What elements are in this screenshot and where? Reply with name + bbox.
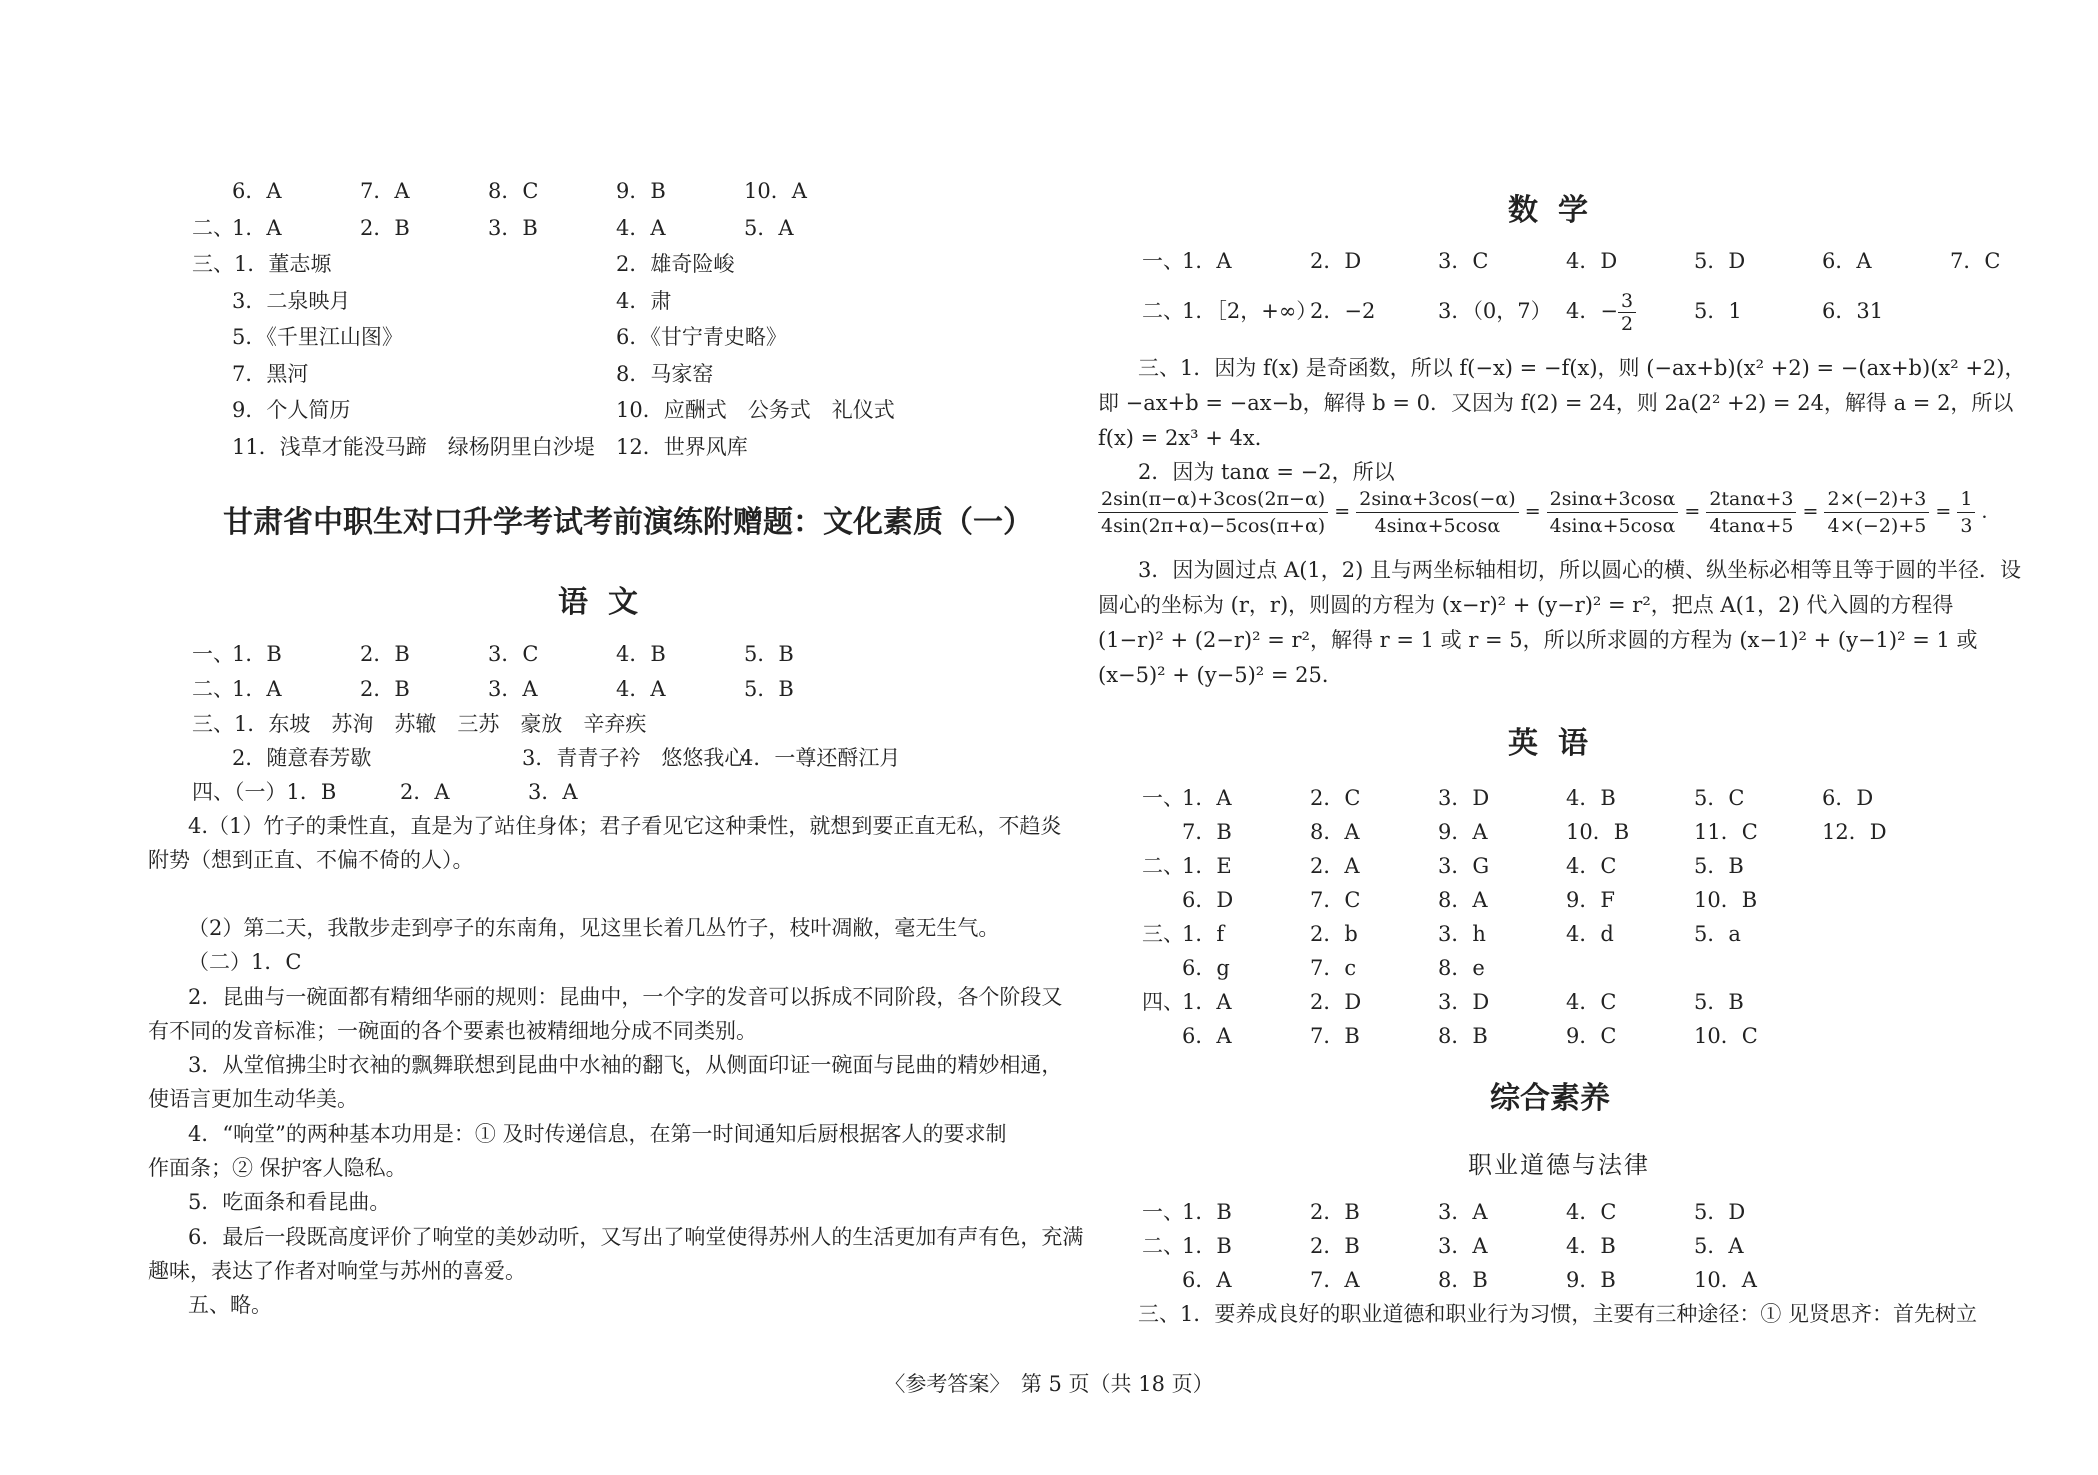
section3-item: 9．个人简历 <box>232 398 351 422</box>
comprehensive-heading: 综合素养 <box>1490 1081 1610 1116</box>
frac-6 <box>1957 486 1975 539</box>
ethics-law-heading: 职业道德与法律 <box>1468 1151 1650 1179</box>
answer-cell: 5．B <box>744 677 794 701</box>
section-prefix: 一、 <box>192 642 234 666</box>
section3-item: 12．世界风库 <box>616 435 748 459</box>
section-prefix: 二、 <box>1142 854 1184 878</box>
answer-cell: 4．C <box>1566 854 1617 878</box>
eq-4: = <box>1802 500 1819 523</box>
english-heading: 英语 <box>1508 726 1608 761</box>
frac-2 <box>1356 486 1518 539</box>
answer-cell: 2．D <box>1310 249 1362 273</box>
answer-cell: 8．B <box>1438 1268 1488 1292</box>
math-p1-line1: 三、1．因为 f(x) 是奇函数，所以 f(−x) = −f(x)，则 (−ax+b)(x² +2) = −(ax+b)(x² +2)， <box>1138 356 2026 380</box>
frac-6-den: 3 <box>1960 515 1973 537</box>
answer-cell: 2．B <box>360 677 410 701</box>
answer-cell: 3．C <box>488 642 539 666</box>
answer-cell: 1．A <box>1182 990 1232 1014</box>
eq-1: = <box>1334 500 1351 523</box>
answer-cell: 2．C <box>1310 786 1361 810</box>
answer-cell: 8．A <box>1310 820 1360 844</box>
eq-3: = <box>1684 500 1701 523</box>
answer-cell: 7．C <box>1310 888 1361 912</box>
eq-2: = <box>1524 500 1541 523</box>
answer-cell: 1．A <box>1182 249 1232 273</box>
answer-cell: 4．B <box>1566 786 1616 810</box>
paragraph-line: 2．昆曲与一碗面都有精细华丽的规则：昆曲中，一个字的发音可以拆成不同阶段，各个阶段又 <box>188 985 1063 1009</box>
a4-num: 3 <box>1618 290 1636 313</box>
answer-cell: 10．B <box>1566 820 1630 844</box>
answer-cell: 9．F <box>1566 888 1615 912</box>
answer-cell: 2．B <box>360 642 410 666</box>
section3-line2b: 3．青青子衿 悠悠我心 <box>522 746 746 770</box>
answer-cell: 9．A <box>1438 820 1488 844</box>
answer-cell: 3．A <box>1438 1200 1488 1224</box>
answer-cell: 2．b <box>1310 922 1358 946</box>
section3-item: 5．《千里江山图》 <box>232 325 403 349</box>
paragraph-line: 作面条；② 保护客人隐私。 <box>148 1156 407 1180</box>
answer-cell: 5．B <box>1694 990 1744 1014</box>
answer-cell: 3．h <box>1438 922 1486 946</box>
paragraph-line: 4.（1）竹子的秉性直，直是为了站住身体；君子看见它这种秉性，就想到要正直无私，不趋炎 <box>188 814 1062 838</box>
answer-cell: 2．B <box>1310 1200 1360 1224</box>
answer-cell: 5．A <box>1694 1234 1744 1258</box>
section4-item: 2．A <box>400 780 450 804</box>
frac-5 <box>1824 486 1929 539</box>
answer-cell: 9．B <box>1566 1268 1616 1292</box>
frac-1-den: 4sin(2π+α)−5cos(π+α) <box>1101 515 1326 537</box>
frac-5-num: 2×(−2)+3 <box>1824 486 1929 513</box>
paragraph-line: 附势（想到正直、不偏不倚的人）。 <box>148 848 474 872</box>
answer-cell: 6．A <box>1182 1024 1232 1048</box>
a4-fraction <box>1618 290 1636 335</box>
frac-3 <box>1547 486 1679 539</box>
answer-cell: 5．D <box>1694 249 1746 273</box>
section3-line2a: 2．随意春芳歇 <box>232 746 372 770</box>
answer-cell: 1．B <box>232 642 282 666</box>
answer-cell: 8．B <box>1438 1024 1488 1048</box>
answer-cell: 8．C <box>488 179 539 203</box>
math-heading: 数学 <box>1508 193 1608 228</box>
section-prefix: 一、 <box>1142 1200 1184 1224</box>
paragraph-line: （2）第二天，我散步走到亭子的东南角，见这里长着几丛竹子，枝叶凋敝，毫无生气。 <box>188 916 1000 940</box>
math-row2-a4 <box>1566 283 1636 339</box>
frac-2-den: 4sinα+5cosα <box>1374 515 1501 537</box>
answer-cell: 4．d <box>1566 922 1614 946</box>
answer-cell: 3．D <box>1438 786 1490 810</box>
answer-cell: 2．B <box>360 216 410 240</box>
answer-cell: 4．A <box>616 216 666 240</box>
math-row2-a3: 3．（0，7） <box>1438 299 1552 323</box>
answer-cell: 10．A <box>1694 1268 1757 1292</box>
answer-cell: 1．A <box>232 216 282 240</box>
answer-cell: 1．A <box>232 677 282 701</box>
answer-cell: 6．A <box>1182 1268 1232 1292</box>
answer-cell: 5．B <box>744 642 794 666</box>
frac-3-den: 4sinα+5cosα <box>1549 515 1676 537</box>
math-row2-a1: 1．［2，+∞） <box>1182 299 1318 323</box>
section-prefix: 一、 <box>1142 249 1184 273</box>
answer-cell: 3．A <box>488 677 538 701</box>
answer-cell: 7．A <box>1310 1268 1360 1292</box>
answer-cell: 10．B <box>1694 888 1758 912</box>
answer-cell: 6．A <box>1822 249 1872 273</box>
answer-cell: 11．C <box>1694 820 1758 844</box>
section3-item: 10．应酬式 公务式 礼仪式 <box>616 398 895 422</box>
answer-cell: 4．A <box>616 677 666 701</box>
section4-item: 3．A <box>528 780 578 804</box>
page-footer: 〈参考答案〉 第 5 页（共 18 页） <box>884 1372 1214 1396</box>
answer-cell: 1．B <box>1182 1200 1232 1224</box>
answer-cell: 9．C <box>1566 1024 1617 1048</box>
answer-cell: 2．D <box>1310 990 1362 1014</box>
frac-3-num: 2sinα+3cosα <box>1547 486 1679 513</box>
answer-cell: 7．C <box>1950 249 2001 273</box>
ethics-paragraph: 三、1．要养成良好的职业道德和职业行为习惯，主要有三种途径：① 见贤思齐：首先树立 <box>1138 1302 1978 1326</box>
math-p1-line2: 即 −ax+b = −ax−b，解得 b = 0．又因为 f(2) = 24，则 2a(2² +2) = 24，解得 a = 2，所以 <box>1098 391 2014 415</box>
answer-cell: 9．B <box>616 179 666 203</box>
paragraph-line: 使语言更加生动华美。 <box>148 1087 358 1111</box>
frac-2-num: 2sinα+3cos(−α) <box>1356 486 1518 513</box>
answer-cell: 3．A <box>1438 1234 1488 1258</box>
a4-prefix: 4．− <box>1566 299 1618 323</box>
section-prefix: 一、 <box>1142 786 1184 810</box>
paragraph-line: 4．“响堂”的两种基本功用是：① 及时传递信息，在第一时间通知后厨根据客人的要求制 <box>188 1122 1007 1146</box>
section3-item: 3．二泉映月 <box>232 289 351 313</box>
section3-line1: 三、1．东坡 苏洵 苏辙 三苏 豪放 辛弃疾 <box>192 712 647 736</box>
answer-cell: 6．A <box>232 179 282 203</box>
answer-cell: 3．D <box>1438 990 1490 1014</box>
answer-cell: 1．A <box>1182 786 1232 810</box>
paragraph-line: 有不同的发音标准；一碗面的各个要素也被精细地分成不同类别。 <box>148 1019 757 1043</box>
paragraph-line: （二）1．C <box>188 950 302 974</box>
frac-4-den: 4tanα+5 <box>1709 515 1794 537</box>
math-row2-a6: 6．31 <box>1822 299 1884 323</box>
answer-cell: 2．B <box>1310 1234 1360 1258</box>
section3-item: 8．马家窑 <box>616 362 714 386</box>
section-prefix: 二、 <box>192 677 234 701</box>
math-p3-line1: 3．因为圆过点 A(1，2) 且与两坐标轴相切，所以圆心的横、纵坐标必相等且等于圆的半径．设 <box>1138 558 2021 582</box>
section3-line2c: 4．一尊还酹江月 <box>740 746 901 770</box>
paragraph-line: 3．从堂倌拂尘时衣袖的飘舞联想到昆曲中水袖的翻飞，从侧面印证一碗面与昆曲的精妙相通， <box>188 1053 1063 1077</box>
answer-cell: 8．A <box>1438 888 1488 912</box>
answer-cell: 8．e <box>1438 956 1485 980</box>
answer-cell: 6．D <box>1182 888 1234 912</box>
math-p1-line3: f(x) = 2x³ + 4x． <box>1098 426 1276 450</box>
section4-item: 四、（一）1．B <box>192 780 337 804</box>
paragraph-line: 趣味，表达了作者对响堂与苏州的喜爱。 <box>148 1259 526 1283</box>
answer-cell: 4．C <box>1566 990 1617 1014</box>
main-title: 甘肃省中职生对口升学考试考前演练附赠题：文化素质（一） <box>223 505 1033 540</box>
math-p2-equation <box>1098 486 2001 539</box>
frac-4-num: 2tanα+3 <box>1706 486 1796 513</box>
section-prefix: 二、 <box>192 216 234 240</box>
frac-6-num: 1 <box>1957 486 1975 513</box>
answer-cell: 4．B <box>616 642 666 666</box>
math-p2-line1: 2．因为 tanα = −2，所以 <box>1138 460 1395 484</box>
answer-cell: 1．B <box>1182 1234 1232 1258</box>
section-prefix: 二、 <box>1142 1234 1184 1258</box>
frac-4 <box>1706 486 1796 539</box>
answer-cell: 5．B <box>1694 854 1744 878</box>
answer-cell: 4．C <box>1566 1200 1617 1224</box>
answer-cell: 5．a <box>1694 922 1741 946</box>
section3-item: 6．《甘宁青史略》 <box>616 325 787 349</box>
math-p3-line2: 圆心的坐标为 (r，r)，则圆的方程为 (x−r)² + (y−r)² = r²，把点 A(1，2) 代入圆的方程得 <box>1098 593 1954 617</box>
answer-cell: 7．B <box>1182 820 1232 844</box>
answer-cell: 1．E <box>1182 854 1232 878</box>
section3-item: 2．雄奇险峻 <box>616 252 735 276</box>
frac-1 <box>1098 486 1328 539</box>
chinese-heading: 语文 <box>558 585 658 620</box>
section3-item: 7．黑河 <box>232 362 309 386</box>
math-p3-line4: (x−5)² + (y−5)² = 25． <box>1098 663 1343 687</box>
answer-cell: 3．C <box>1438 249 1489 273</box>
answer-cell: 3．B <box>488 216 538 240</box>
eq-end: ． <box>1981 500 2001 523</box>
answer-cell: 5．C <box>1694 786 1745 810</box>
math-row2-a2: 2．−2 <box>1310 299 1376 323</box>
answer-cell: 6．D <box>1822 786 1874 810</box>
answer-cell: 5．A <box>744 216 794 240</box>
answer-cell: 10．A <box>744 179 807 203</box>
section3-item: 11．浅草才能没马蹄 绿杨阴里白沙堤 <box>232 435 595 459</box>
answer-cell: 7．A <box>360 179 410 203</box>
answer-cell: 10．C <box>1694 1024 1758 1048</box>
frac-1-num: 2sin(π−α)+3cos(2π−α) <box>1098 486 1328 513</box>
section-prefix: 四、 <box>1142 990 1184 1014</box>
answer-cell: 12．D <box>1822 820 1887 844</box>
paragraph-line: 五、略。 <box>188 1293 272 1317</box>
answer-cell: 5．D <box>1694 1200 1746 1224</box>
frac-5-den: 4×(−2)+5 <box>1827 515 1927 537</box>
answer-cell: 7．B <box>1310 1024 1360 1048</box>
math-p3-line3: (1−r)² + (2−r)² = r²，解得 r = 1 或 r = 5，所以所求圆的方程为 (x−1)² + (y−1)² = 1 或 <box>1098 628 1978 652</box>
answer-cell: 4．D <box>1566 249 1618 273</box>
answer-cell: 1．f <box>1182 922 1225 946</box>
paragraph-line: 5．吃面条和看昆曲。 <box>188 1190 391 1214</box>
section-prefix: 三、 <box>1142 922 1184 946</box>
math-row2-prefix: 二、 <box>1142 299 1184 323</box>
section3-item: 三、1．董志塬 <box>192 252 332 276</box>
answer-cell: 7．c <box>1310 956 1357 980</box>
section3-item: 4．肃 <box>616 289 672 313</box>
answer-cell: 3．G <box>1438 854 1490 878</box>
a4-den: 2 <box>1620 313 1634 335</box>
eq-5: = <box>1935 500 1952 523</box>
answer-cell: 4．B <box>1566 1234 1616 1258</box>
answer-cell: 2．A <box>1310 854 1360 878</box>
paragraph-line: 6．最后一段既高度评价了响堂的美妙动听，又写出了响堂使得苏州人的生活更加有声有色，充满 <box>188 1225 1084 1249</box>
math-row2-a5: 5．1 <box>1694 299 1742 323</box>
answer-cell: 6．g <box>1182 956 1230 980</box>
